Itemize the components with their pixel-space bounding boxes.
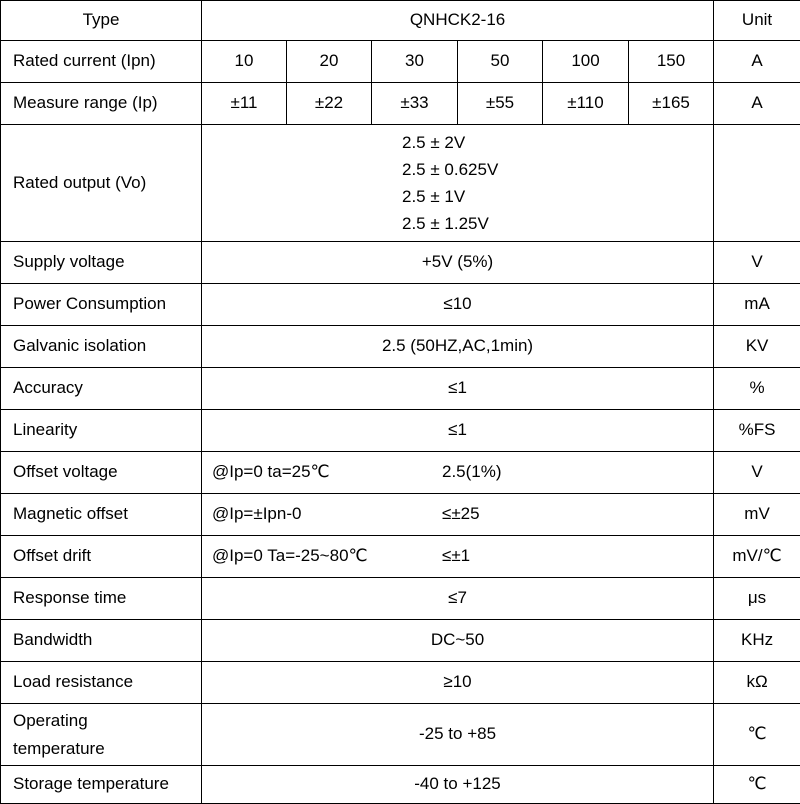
row-value (202, 452, 714, 494)
operating-temperature-row (1, 704, 800, 766)
row-unit: ℃ (714, 766, 800, 804)
row-value: DC~50 (202, 620, 714, 662)
condition-value: ≤±1 (422, 546, 470, 566)
row-value: ≥10 (202, 662, 714, 704)
row-label: Power Consumption (1, 284, 202, 326)
row-label: Storage temperature (1, 766, 202, 804)
row-label: Magnetic offset (1, 494, 202, 536)
row-label: Galvanic isolation (1, 326, 202, 368)
rated-current-value: 100 (543, 41, 629, 83)
row-unit: % (714, 368, 800, 410)
supply-voltage-row (1, 242, 800, 284)
galvanic-isolation-row (1, 326, 800, 368)
row-label (1, 704, 202, 766)
condition-value: ≤±25 (422, 504, 480, 524)
row-label: Response time (1, 578, 202, 620)
row-unit: μs (714, 578, 800, 620)
storage-temperature-row (1, 766, 800, 804)
row-unit: mA (714, 284, 800, 326)
type-header: Type (1, 1, 202, 41)
rated-output-line: 2.5 ± 0.625V (202, 156, 713, 183)
row-value: ≤1 (202, 368, 714, 410)
row-label: Accuracy (1, 368, 202, 410)
rated-output-values (202, 125, 714, 242)
test-condition: @Ip=±Ipn-0 (202, 504, 422, 524)
power-consumption-row (1, 284, 800, 326)
offset-voltage-row (1, 452, 800, 494)
row-unit: A (714, 83, 800, 125)
row-label: Load resistance (1, 662, 202, 704)
row-label: Measure range (Ip) (1, 83, 202, 125)
rated-current-value: 10 (202, 41, 287, 83)
measure-range-value: ±165 (629, 83, 714, 125)
header-row (1, 1, 800, 41)
offset-drift-row (1, 536, 800, 578)
rated-current-value: 20 (287, 41, 372, 83)
row-value: ≤10 (202, 284, 714, 326)
measure-range-value: ±110 (543, 83, 629, 125)
rated-output-line: 2.5 ± 1V (202, 183, 713, 210)
rated-current-value: 150 (629, 41, 714, 83)
row-unit: %FS (714, 410, 800, 452)
row-unit: ℃ (714, 704, 800, 766)
row-value (202, 536, 714, 578)
row-label: Bandwidth (1, 620, 202, 662)
row-unit: mV (714, 494, 800, 536)
row-label: Supply voltage (1, 242, 202, 284)
row-label: Offset drift (1, 536, 202, 578)
row-unit: V (714, 452, 800, 494)
row-value: ≤1 (202, 410, 714, 452)
row-label-line: temperature (13, 735, 201, 763)
row-value: -25 to +85 (202, 704, 714, 766)
rated-output-line: 2.5 ± 2V (202, 129, 713, 156)
row-value (202, 494, 714, 536)
row-value: -40 to +125 (202, 766, 714, 804)
row-value: +5V (5%) (202, 242, 714, 284)
rated-current-value: 30 (372, 41, 458, 83)
row-label: Linearity (1, 410, 202, 452)
response-time-row (1, 578, 800, 620)
accuracy-row (1, 368, 800, 410)
measure-range-row (1, 83, 800, 125)
row-label-line: Operating (13, 707, 201, 735)
measure-range-value: ±11 (202, 83, 287, 125)
unit-header: Unit (714, 1, 800, 41)
row-unit: KV (714, 326, 800, 368)
row-unit: mV/℃ (714, 536, 800, 578)
rated-output-line: 2.5 ± 1.25V (202, 210, 713, 237)
rated-output-row (1, 125, 800, 242)
load-resistance-row (1, 662, 800, 704)
row-value: 2.5 (50HZ,AC,1min) (202, 326, 714, 368)
linearity-row (1, 410, 800, 452)
measure-range-value: ±33 (372, 83, 458, 125)
row-unit (714, 125, 800, 242)
condition-value: 2.5(1%) (422, 462, 502, 482)
row-label: Offset voltage (1, 452, 202, 494)
test-condition: @Ip=0 ta=25℃ (202, 462, 422, 482)
bandwidth-row (1, 620, 800, 662)
measure-range-value: ±55 (458, 83, 543, 125)
row-unit: kΩ (714, 662, 800, 704)
magnetic-offset-row (1, 494, 800, 536)
row-unit: KHz (714, 620, 800, 662)
rated-current-value: 50 (458, 41, 543, 83)
model-name: QNHCK2-16 (202, 1, 714, 41)
test-condition: @Ip=0 Ta=-25~80℃ (202, 546, 422, 566)
measure-range-value: ±22 (287, 83, 372, 125)
row-unit: V (714, 242, 800, 284)
rated-current-row (1, 41, 800, 83)
row-label: Rated output (Vo) (1, 125, 202, 242)
row-unit: A (714, 41, 800, 83)
row-value: ≤7 (202, 578, 714, 620)
row-label: Rated current (Ipn) (1, 41, 202, 83)
